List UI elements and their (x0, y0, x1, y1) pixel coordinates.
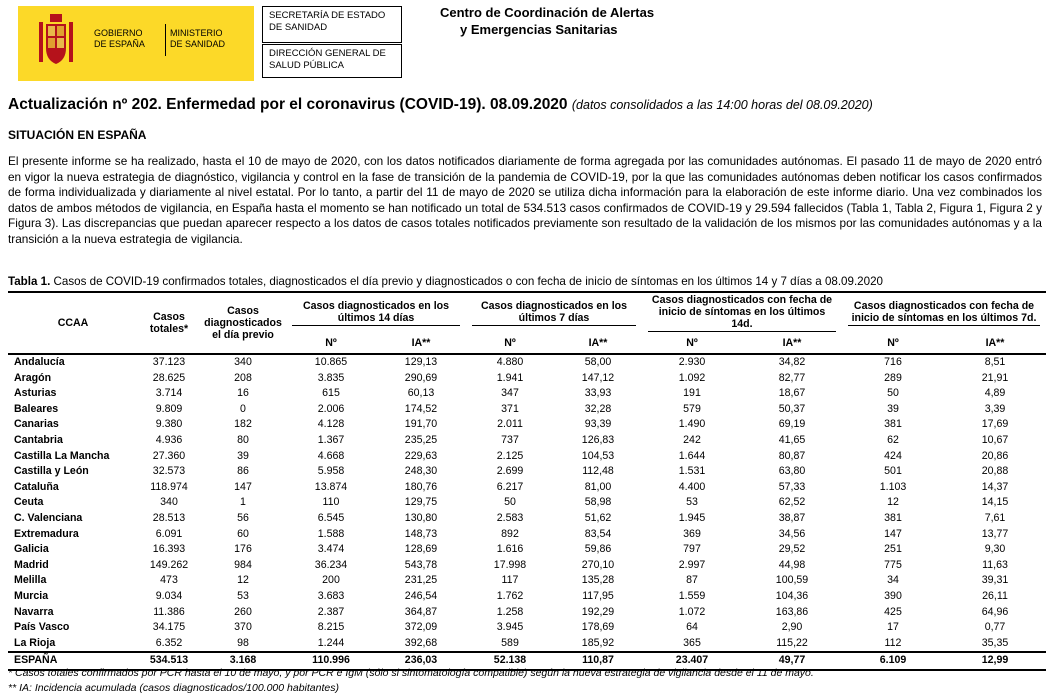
cell-ias7: 13,77 (981, 527, 1009, 540)
cell-ias7: 8,51 (984, 356, 1006, 368)
cell-prev: 984 (234, 558, 252, 571)
cell-ia14: 130,80 (404, 511, 438, 524)
intro-paragraph: El presente informe se ha realizado, hasta el 10 de mayo de 2020, con los datos notificados diariamente de forma agregada por las comunidades autónomas. El pasado 11 de mayo de 2020 entró en vigor la nueva estrategia de diagnóstico, vigilancia y control en la fase de transición de la pandemia de COVID-19, por la que las comunidades autónomas deben notificar los casos confirmados de forma individualizada y diariamente al nivel estatal. Por lo tanto, a partir del 11 de mayo de 2020 se utiliza dicha información para la elaboración de este informe diario. Una vez combinados los datos de ambos métodos de vigilancia, en España hasta el momento se han notificado un total de 534.513 casos confirmados de COVID-19 y 29.594 fallecidos (Tabla 1, Tabla 2, Figura 1, Figura 2 y Figura 3). Las discrepancias que puedan aparecer respecto a los datos de casos totales notificados previamente son resultado de la validación de los mismos por las comunidades autónomas y a la transición a la nueva estrategia de vigilancia. (8, 154, 1042, 246)
cell-ns14: 1.490 (678, 418, 706, 431)
table-row (8, 589, 1046, 605)
cell-ns7: 17 (887, 621, 899, 634)
cell-n7: 3.945 (496, 621, 524, 634)
cell-ias7: 20,86 (981, 449, 1009, 462)
government-logo (18, 6, 254, 81)
cell-ia14: 180,76 (404, 480, 438, 493)
cell-n7: 117 (501, 574, 519, 587)
cell-ns7: 34 (887, 574, 899, 587)
cell-total: 118.974 (150, 480, 188, 493)
cell-n7: 2.699 (496, 465, 524, 478)
section-title: SITUACIÓN EN ESPAÑA (8, 128, 147, 142)
cell-ias7: 20,88 (981, 465, 1009, 478)
total-cell-n7: 52.138 (466, 652, 554, 670)
total-cell-ns7: 6.109 (842, 652, 944, 670)
cell-ccaa: Melilla (14, 574, 47, 587)
cell-ia14: 129,13 (404, 356, 438, 368)
cell-n14: 4.668 (317, 449, 345, 462)
cell-ia7: 178,69 (581, 621, 615, 634)
table-caption (8, 275, 883, 288)
footnote-1: * Casos totales confirmados por PCR hasta el 10 de mayo, y por PCR e IgM (sólo si sintomatología compatible) según la nueva estrategia de vigilancia desde el 11 de mayo. (8, 667, 814, 679)
cell-n14: 3.835 (317, 371, 345, 384)
report-title (8, 96, 873, 114)
cell-total: 27.360 (152, 449, 186, 462)
cell-prev: 182 (234, 418, 252, 431)
cell-prev: 370 (234, 621, 252, 634)
total-cell-prev: 3.168 (200, 652, 286, 670)
cell-ias14: 163,86 (775, 605, 809, 618)
direccion-line-1: DIRECCIÓN GENERAL DE (269, 48, 386, 59)
cell-prev: 176 (234, 543, 252, 556)
cell-n7: 1.616 (496, 543, 524, 556)
cell-ias14: 2,90 (781, 621, 803, 634)
cell-total: 28.513 (152, 511, 186, 524)
cell-n14: 110 (322, 496, 340, 509)
cell-ccaa: Extremadura (14, 527, 79, 540)
cell-n7: 2.583 (496, 511, 524, 524)
cell-ns7: 390 (884, 589, 902, 602)
cell-ias7: 3,39 (984, 402, 1006, 415)
cell-prev: 0 (240, 402, 246, 415)
cell-ias14: 38,87 (778, 511, 806, 524)
cell-prev: 1 (240, 496, 246, 509)
cell-n14: 1.244 (317, 636, 345, 649)
cell-ias14: 44,98 (778, 558, 806, 571)
table-row (8, 386, 1046, 402)
cell-ns7: 147 (884, 527, 902, 540)
table-caption-label: Tabla 1. (8, 275, 51, 288)
cell-ias14: 63,80 (778, 465, 806, 478)
cell-ccaa: Madrid (14, 558, 49, 571)
cell-n7: 892 (501, 527, 519, 540)
cell-ias14: 18,67 (778, 387, 806, 400)
cell-ia14: 191,70 (404, 418, 438, 431)
cell-ia14: 231,25 (404, 574, 438, 587)
cell-ia7: 51,62 (584, 511, 612, 524)
ministry-line-1: MINISTERIO (170, 28, 223, 38)
cell-ias7: 11,63 (982, 558, 1008, 571)
total-cell-ias14: 49,77 (742, 652, 842, 670)
cell-n14: 6.545 (317, 511, 345, 524)
total-cell-ia14: 236,03 (376, 652, 466, 670)
cell-prev: 147 (234, 480, 252, 493)
cell-n7: 4.880 (496, 356, 524, 368)
cell-ia7: 32,28 (584, 402, 612, 415)
cell-total: 473 (160, 574, 178, 587)
total-cell-total: 534.513 (138, 652, 200, 670)
header-14d (286, 292, 466, 332)
cell-ns7: 62 (887, 433, 899, 446)
cell-prev: 86 (237, 465, 249, 478)
centro-title (440, 4, 654, 38)
cell-ns7: 50 (887, 387, 899, 400)
cell-ns7: 381 (884, 418, 902, 431)
cell-total: 11.386 (153, 605, 185, 618)
table-row (8, 433, 1046, 449)
cell-n7: 1.762 (496, 589, 524, 602)
cell-total: 9.380 (155, 418, 183, 431)
cases-table (8, 291, 1046, 671)
cell-ias14: 62,52 (778, 496, 806, 509)
cell-ia7: 192,29 (581, 605, 615, 618)
cell-n7: 50 (504, 496, 516, 509)
cell-prev: 39 (237, 449, 249, 462)
cell-ia7: 126,83 (581, 433, 615, 446)
cell-n14: 4.128 (317, 418, 345, 431)
cell-n7: 2.125 (496, 449, 524, 462)
cell-ias7: 7,61 (984, 511, 1006, 524)
cell-n14: 615 (322, 387, 340, 400)
header-n: Nº (642, 332, 742, 354)
cell-ias14: 100,59 (775, 574, 809, 587)
cell-ns7: 501 (884, 465, 902, 478)
header-n: Nº (466, 332, 554, 354)
cell-ia7: 81,00 (584, 480, 612, 493)
cell-ns14: 1.644 (678, 449, 706, 462)
cell-ccaa: Cataluña (14, 480, 59, 493)
cell-ns7: 381 (884, 511, 902, 524)
table-row (8, 573, 1046, 589)
centro-line-1: Centro de Coordinación de Alertas (440, 5, 655, 20)
cell-ns14: 2.997 (678, 558, 706, 571)
cell-ias14: 34,56 (778, 527, 806, 540)
cell-ccaa: Aragón (14, 371, 52, 384)
cell-ns14: 1.072 (678, 605, 706, 618)
table-row (8, 417, 1046, 433)
cell-ias7: 35,35 (981, 636, 1009, 649)
cell-total: 34.175 (152, 621, 186, 634)
cell-ns14: 191 (683, 387, 701, 400)
cell-ns7: 251 (884, 543, 902, 556)
cell-prev: 53 (237, 589, 249, 602)
cell-total: 9.809 (155, 402, 183, 415)
cell-ns7: 1.103 (879, 480, 907, 493)
header-ia: IA** (944, 332, 1046, 354)
title-main: Actualización nº 202. Enfermedad por el coronavirus (COVID-19). 08.09.2020 (8, 96, 568, 113)
table-row (8, 620, 1046, 636)
cell-ia7: 104,53 (581, 449, 615, 462)
cell-prev: 60 (237, 527, 249, 540)
header-sym-7d-label: Casos diagnosticados con fecha de inicio de síntomas en los últimos 7d. (848, 299, 1040, 326)
header-ccaa: CCAA (8, 292, 138, 354)
cell-n14: 1.588 (317, 527, 345, 540)
cell-ias7: 0,77 (984, 621, 1006, 634)
header-total: Casos totales* (138, 292, 200, 354)
total-cell-ns14: 23.407 (642, 652, 742, 670)
cell-ias7: 26,11 (982, 589, 1008, 602)
cell-ia7: 59,86 (584, 543, 612, 556)
cell-ia14: 392,68 (404, 636, 438, 649)
ministry-label (170, 28, 225, 50)
cell-ccaa: Galicia (14, 543, 49, 556)
cell-ias14: 80,87 (778, 449, 806, 462)
cell-ia7: 185,92 (581, 636, 615, 649)
cell-ns14: 64 (686, 621, 698, 634)
cell-ia14: 248,30 (404, 465, 438, 478)
table-row (8, 480, 1046, 496)
cell-ias14: 50,37 (778, 402, 806, 415)
cell-ia7: 58,00 (584, 356, 612, 368)
table-row (8, 542, 1046, 558)
cell-n7: 2.011 (497, 418, 523, 431)
cell-n14: 200 (322, 574, 340, 587)
cell-ccaa: Ceuta (14, 496, 44, 509)
cell-prev: 340 (234, 356, 252, 368)
cell-ia14: 246,54 (404, 589, 438, 602)
cell-ia14: 148,73 (404, 527, 438, 540)
header-ia: IA** (554, 332, 642, 354)
cell-ns14: 2.930 (678, 356, 706, 368)
table-row (8, 354, 1046, 371)
cell-ia14: 235,25 (404, 433, 438, 446)
cell-ia14: 229,63 (404, 449, 438, 462)
gov-line-1: GOBIERNO (94, 28, 143, 38)
cell-ns14: 579 (683, 402, 701, 415)
table-row (8, 511, 1046, 527)
table-row (8, 371, 1046, 387)
total-cell-ccaa: ESPAÑA (8, 652, 138, 670)
cell-ias14: 34,82 (778, 356, 806, 368)
cell-n7: 17.998 (493, 558, 527, 571)
cell-ia7: 270,10 (581, 558, 615, 571)
cell-ns14: 1.531 (678, 465, 706, 478)
cell-ns14: 1.945 (678, 511, 706, 524)
cell-total: 6.352 (155, 636, 183, 649)
cell-ia14: 129,75 (404, 496, 438, 509)
direccion-box (262, 44, 402, 78)
cell-ccaa: Andalucía (14, 356, 65, 368)
gov-line-2: DE ESPAÑA (94, 39, 145, 49)
cell-ia14: 543,78 (404, 558, 438, 571)
total-cell-n14: 110.996 (286, 652, 376, 670)
header-sym-7d (842, 292, 1046, 332)
cell-ia7: 93,39 (584, 418, 612, 431)
cell-prev: 208 (234, 371, 252, 384)
cell-ia7: 112,48 (582, 465, 614, 478)
total-cell-ias7: 12,99 (944, 652, 1046, 670)
cell-ias14: 41,65 (778, 433, 806, 446)
cell-ns7: 289 (884, 371, 902, 384)
table-row (8, 527, 1046, 543)
footnote-2: ** IA: Incidencia acumulada (casos diagnosticados/100.000 habitantes) (8, 682, 339, 694)
cell-total: 32.573 (152, 465, 186, 478)
cell-ccaa: Murcia (14, 589, 49, 602)
cell-ias7: 64,96 (981, 605, 1009, 618)
cell-ia14: 364,87 (404, 605, 438, 618)
cell-total: 9.034 (155, 589, 183, 602)
secretaria-line-2: DE SANIDAD (269, 22, 328, 33)
cell-n7: 6.217 (496, 480, 524, 493)
cell-n14: 3.683 (317, 589, 345, 602)
header-ia: IA** (376, 332, 466, 354)
cell-ia14: 60,13 (407, 387, 435, 400)
ministry-line-2: DE SANIDAD (170, 39, 226, 49)
cell-prev: 80 (237, 433, 249, 446)
cell-n14: 2.387 (317, 605, 345, 618)
cell-ns14: 1.559 (678, 589, 706, 602)
cell-ns14: 369 (683, 527, 701, 540)
cell-n7: 1.941 (496, 371, 524, 384)
cell-ias14: 57,33 (778, 480, 806, 493)
table-row (8, 464, 1046, 480)
cell-ias14: 115,22 (776, 636, 808, 649)
secretaria-box (262, 6, 402, 43)
header-prev-day: Casos diagnosticados el día previo (200, 292, 286, 354)
cell-ia14: 290,69 (404, 371, 438, 384)
cell-ias7: 10,67 (981, 433, 1009, 446)
table-row (8, 495, 1046, 511)
cell-n7: 371 (501, 402, 519, 415)
cell-ias7: 14,15 (981, 496, 1009, 509)
cell-ias7: 21,91 (981, 371, 1009, 384)
cell-n14: 13.874 (314, 480, 348, 493)
cell-ccaa: C. Valenciana (14, 511, 83, 524)
header-ia: IA** (742, 332, 842, 354)
cell-ccaa: Castilla y León (14, 465, 89, 478)
total-cell-ia7: 110,87 (554, 652, 642, 670)
cell-ns14: 87 (686, 574, 698, 587)
cell-ia14: 174,52 (404, 402, 438, 415)
cell-n14: 5.958 (317, 465, 345, 478)
cell-prev: 260 (234, 605, 252, 618)
cell-total: 6.091 (155, 527, 183, 540)
cell-ccaa: País Vasco (14, 621, 70, 634)
cell-ias7: 39,31 (981, 574, 1009, 587)
cell-ccaa: Cantabria (14, 433, 63, 446)
cell-ns7: 716 (884, 356, 902, 368)
cell-ccaa: Castilla La Mancha (14, 449, 110, 462)
secretaria-line-1: SECRETARÍA DE ESTADO (269, 10, 386, 21)
header-7d-label: Casos diagnosticados en los últimos 7 días (472, 299, 636, 326)
centro-line-2: y Emergencias Sanitarias (460, 22, 618, 37)
cell-n7: 1.258 (496, 605, 524, 618)
table-body (8, 354, 1046, 670)
title-subtitle: (datos consolidados a las 14:00 horas del 08.09.2020) (571, 98, 873, 112)
cell-ns7: 12 (887, 496, 899, 509)
cell-ias7: 14,37 (981, 480, 1009, 493)
cell-ias14: 29,52 (778, 543, 806, 556)
cell-ias14: 69,19 (778, 418, 806, 431)
cell-total: 37.123 (152, 356, 186, 368)
cell-ia7: 33,93 (584, 387, 612, 400)
cell-ns14: 242 (683, 433, 701, 446)
cell-n14: 2.006 (317, 402, 345, 415)
cell-ns14: 797 (683, 543, 701, 556)
cell-n14: 8.215 (317, 621, 345, 634)
direccion-line-2: SALUD PÚBLICA (269, 60, 344, 71)
cell-ccaa: Baleares (14, 402, 59, 415)
cell-ns7: 425 (884, 605, 902, 618)
logo-divider (165, 24, 166, 56)
table-row (8, 402, 1046, 418)
cell-ia14: 128,69 (404, 543, 438, 556)
cell-prev: 16 (237, 387, 249, 400)
cell-total: 3.714 (155, 387, 183, 400)
cell-ias7: 9,30 (984, 543, 1006, 556)
cell-total: 4.936 (155, 433, 183, 446)
cell-n7: 347 (501, 387, 519, 400)
cell-ia7: 117,95 (582, 589, 614, 602)
table-row (8, 605, 1046, 621)
table-row (8, 449, 1046, 465)
cell-ns7: 39 (887, 402, 899, 415)
cell-total: 340 (160, 496, 178, 509)
cell-ias14: 104,36 (775, 589, 809, 602)
cell-ccaa: Canarias (14, 418, 59, 431)
table-row (8, 558, 1046, 574)
table-row (8, 636, 1046, 653)
government-label (94, 28, 145, 50)
cell-ias7: 4,89 (984, 387, 1006, 400)
cell-n14: 36.234 (314, 558, 348, 571)
cell-ia7: 147,12 (581, 371, 615, 384)
cell-ns14: 1.092 (678, 371, 706, 384)
header-n: Nº (286, 332, 376, 354)
cell-ccaa: Navarra (14, 605, 54, 618)
cell-ccaa: La Rioja (14, 636, 56, 649)
cell-ias7: 17,69 (981, 418, 1009, 431)
cell-ns14: 365 (683, 636, 701, 649)
document-header (0, 0, 1050, 90)
cell-n14: 10.865 (314, 356, 348, 368)
cell-n14: 1.367 (317, 433, 345, 446)
table-caption-text: Casos de COVID-19 confirmados totales, diagnosticados el día previo y diagnosticados o con fecha de inicio de síntomas en los últimos 14 y 7 días a 08.09.2020 (50, 275, 883, 288)
cell-prev: 12 (237, 574, 249, 587)
cell-total: 28.625 (152, 371, 186, 384)
cell-ia7: 135,28 (581, 574, 615, 587)
header-14d-label: Casos diagnosticados en los últimos 14 días (292, 299, 460, 326)
cell-total: 149.262 (149, 558, 189, 571)
cell-ia7: 58,98 (584, 496, 612, 509)
cell-n7: 737 (501, 433, 519, 446)
cell-ias14: 82,77 (778, 371, 806, 384)
cell-n7: 589 (501, 636, 519, 649)
cell-n14: 3.474 (317, 543, 345, 556)
header-sym-14d-label: Casos diagnosticados con fecha de inicio de síntomas en los últimos 14d. (648, 293, 836, 332)
cell-ns14: 53 (686, 496, 698, 509)
cell-ia7: 83,54 (584, 527, 612, 540)
header-n: Nº (842, 332, 944, 354)
cell-total: 16.393 (152, 543, 186, 556)
cell-ns7: 112 (884, 636, 902, 649)
cell-ns14: 4.400 (678, 480, 706, 493)
cell-ns7: 424 (884, 449, 902, 462)
cell-ia14: 372,09 (404, 621, 438, 634)
cell-ns7: 775 (884, 558, 902, 571)
header-7d (466, 292, 642, 332)
cell-ccaa: Asturias (14, 387, 57, 400)
cell-prev: 56 (237, 511, 249, 524)
coat-of-arms-icon (36, 14, 76, 68)
cell-prev: 98 (237, 636, 249, 649)
header-sym-14d (642, 292, 842, 332)
